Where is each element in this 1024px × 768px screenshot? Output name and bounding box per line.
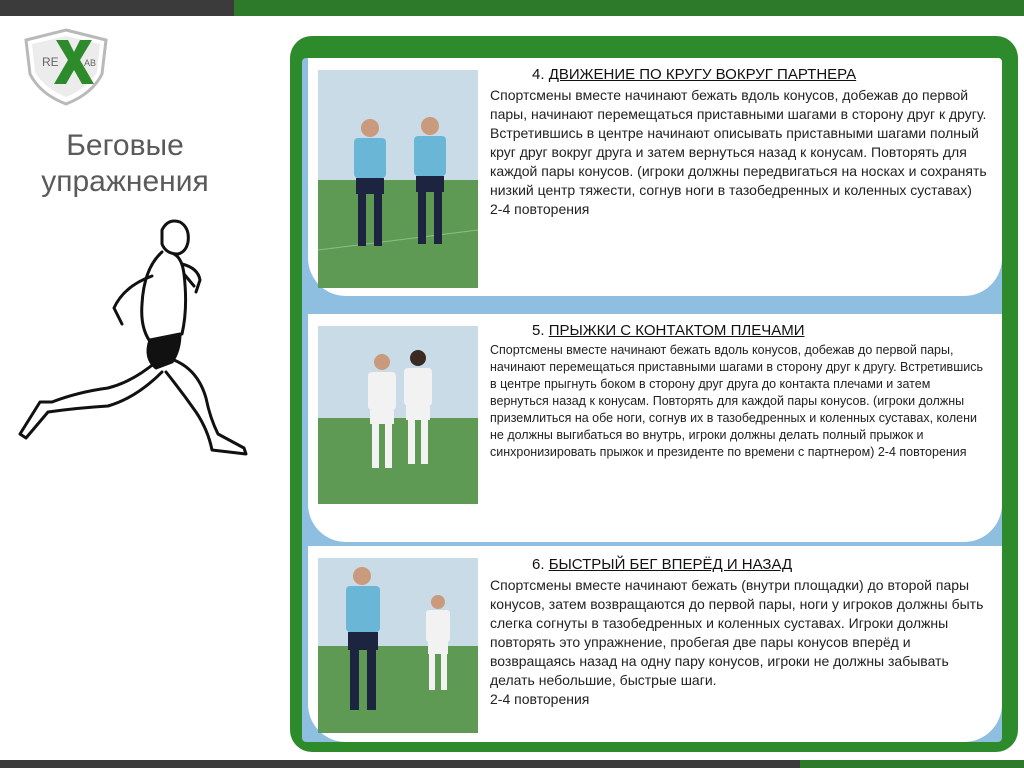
exercise-panel bbox=[302, 58, 1002, 742]
exercise-card bbox=[308, 314, 1002, 542]
rexab-logo bbox=[22, 26, 110, 106]
bottom-bar-dark bbox=[0, 760, 800, 768]
bottom-bar-green bbox=[800, 760, 1024, 768]
exercise-title: 6. БЫСТРЫЙ БЕГ ВПЕРЁД И НАЗАД bbox=[532, 556, 793, 573]
exercise-description: Спортсмены вместе начинают бежать вдоль конусов, добежав до первой пары, начинают перемещаться приставными шагами в сторону друг к другу. Встретившись в центре начинают описывать приставными шагами полный круг друг вокруг друга и затем вернуться назад к конусам. Повторять для каждой пары конусов. (игроки должны передвигаться на носках и сохранять низкий центр тяжести, согнув ноги в тазобедренных и коленных суставах) 2-4 повторения bbox=[490, 86, 990, 219]
exercise-reps: 2-4 повторения bbox=[490, 201, 590, 217]
exercise-photo bbox=[318, 70, 478, 288]
exercise-photo bbox=[318, 558, 478, 733]
exercise-description: Спортсмены вместе начинают бежать (внутри площадки) до второй пары конусов, затем возвращаются до первой пары, ноги у игроков должны быть слегка согнуты в тазобедренных и коленных суставах. Игроки должны повторять это упражнение, пробегая две пары конусов вперёд и возвращаясь назад на одну пару конусов, игроки не должны забывать делать небольшие, быстрые шаги. 2-4 повторения bbox=[490, 576, 990, 709]
svg-text:RE: RE bbox=[42, 55, 59, 69]
section-title: Беговые упражнения bbox=[41, 129, 209, 198]
svg-text:AB: AB bbox=[84, 58, 97, 68]
top-bar-dark bbox=[0, 0, 234, 16]
exercise-card bbox=[308, 58, 1002, 296]
exercise-description: Спортсмены вместе начинают бежать вдоль конусов, добежав до первой пары, начинают перемещаться приставными шагами в сторону друг к другу. Встретившись в центре прыгнуть боком в сторону друг друга до контакта плечами и затем вернуться назад к конусам. Повторять для каждой пары конусов. (игроки должны приземлиться на обе ноги, согнув их в тазобедренных и коленных суставах, колени не должны выгибаться во внутрь, игроки должны делать полный прыжок и синхронизировать прыжок и президенте по времени с партнером) 2-4 повторения bbox=[490, 343, 983, 459]
exercise-reps: 2-4 повторения bbox=[490, 691, 590, 707]
exercise-card bbox=[308, 546, 1002, 742]
exercise-title: 5. ПРЫЖКИ С КОНТАКТОМ ПЛЕЧАМИ bbox=[532, 322, 805, 339]
exercise-photo bbox=[318, 326, 478, 504]
runner-illustration bbox=[12, 212, 262, 462]
exercise-frame bbox=[290, 36, 1018, 752]
top-bar-green bbox=[234, 0, 1024, 16]
exercise-title: 4. ДВИЖЕНИЕ ПО КРУГУ ВОКРУГ ПАРТНЕРА bbox=[532, 66, 857, 83]
